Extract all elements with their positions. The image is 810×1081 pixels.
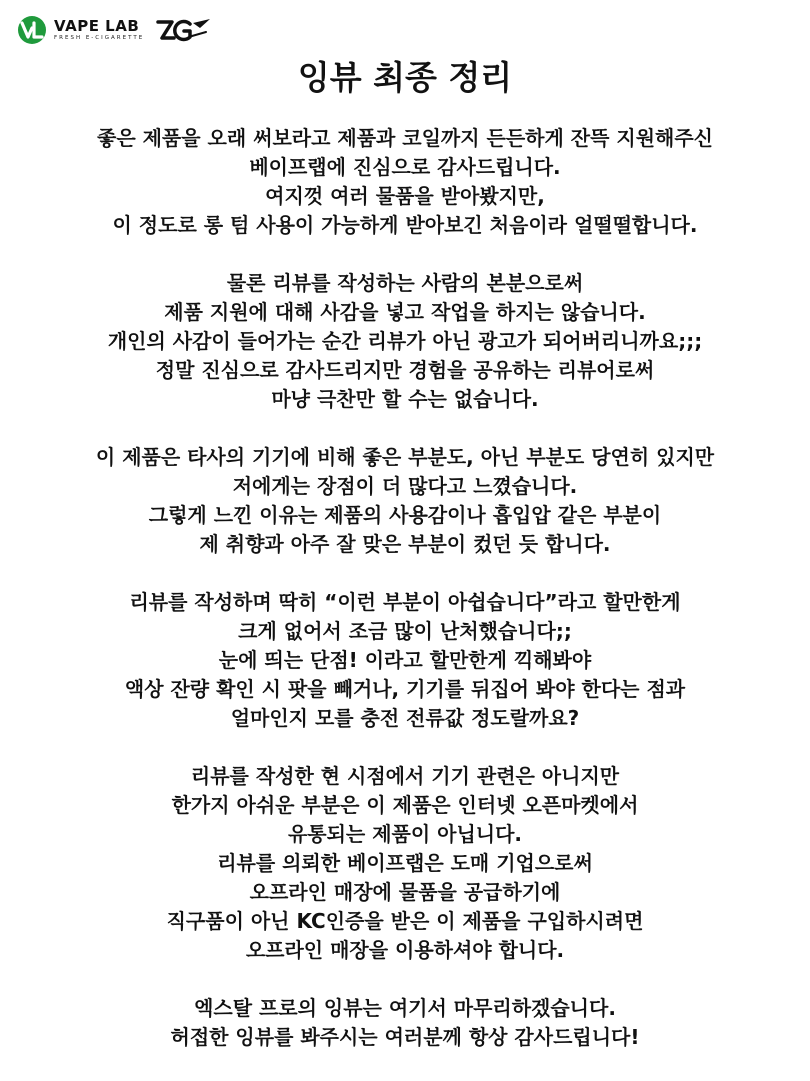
text-line: 크게 없어서 조금 많이 난처했습니다;;	[238, 619, 572, 643]
review-content	[20, 124, 790, 1081]
text-line: 오프라인 매장에 물품을 공급하기에	[249, 880, 561, 904]
text-line: 오프라인 매장을 이용하셔야 합니다.	[245, 938, 565, 962]
paragraph-1	[20, 124, 790, 240]
text-line: 눈에 띄는 단점! 이라고 할만한게 끽해봐야	[218, 648, 592, 672]
text-line: 유통되는 제품이 아닙니다.	[287, 822, 523, 846]
text-line: 직구품이 아닌 KC인증을 받은 이 제품을 구입하시려면	[166, 909, 644, 933]
text-line: 리뷰를 작성한 현 시점에서 기기 관련은 아니지만	[190, 764, 620, 788]
text-line: 이 정도로 롱 텀 사용이 가능하게 받아보긴 처음이라 얼떨떨합니다.	[112, 213, 698, 237]
text-line: 액상 잔량 확인 시 팟을 빼거나, 기기를 뒤집어 봐야 한다는 점과	[124, 677, 686, 701]
paragraph-5	[20, 762, 790, 965]
zg-logo-icon	[156, 14, 212, 46]
text-line: 허접한 잉뷰를 봐주시는 여러분께 항상 감사드립니다!	[170, 1025, 640, 1049]
text-line: 얼마인지 모를 충전 전류값 정도랄까요?	[230, 706, 580, 730]
text-line: 정말 진심으로 감사드리지만 경험을 공유하는 리뷰어로써	[155, 358, 655, 382]
vape-lab-logo	[16, 14, 144, 46]
brand-tagline: FRESH E-CIGARETTE	[54, 34, 145, 41]
text-line: 베이프랩에 진심으로 감사드립니다.	[249, 155, 561, 179]
vape-lab-mark-icon	[16, 14, 48, 46]
text-line: 물론 리뷰를 작성하는 사람의 본분으로써	[226, 271, 584, 295]
page-title: 잉뷰 최종 정리	[297, 58, 513, 97]
text-line: 리뷰를 의뢰한 베이프랩은 도매 기업으로써	[217, 851, 593, 875]
text-line: 마냥 극찬만 할 수는 없습니다.	[271, 387, 539, 411]
paragraph-2	[20, 269, 790, 414]
text-line: 개인의 사감이 들어가는 순간 리뷰가 아닌 광고가 되어버리니까요;;;	[107, 329, 703, 353]
text-line: 그렇게 느낀 이유는 제품의 사용감이나 흡입압 같은 부분이	[148, 503, 662, 527]
text-line: 이 제품은 타사의 기기에 비해 좋은 부분도, 아닌 부분도 당연히 있지만	[95, 445, 715, 469]
paragraph-3	[20, 443, 790, 559]
text-line: 제품 지원에 대해 사감을 넣고 작업을 하지는 않습니다.	[164, 300, 646, 324]
header	[16, 12, 212, 48]
text-line: 좋은 제품을 오래 써보라고 제품과 코일까지 든든하게 잔뜩 지원해주신	[97, 126, 713, 150]
paragraph-6	[20, 994, 790, 1052]
brand-name: VAPE LAB	[54, 16, 140, 35]
text-line: 제 취향과 아주 잘 맞은 부분이 컸던 듯 합니다.	[199, 532, 611, 556]
text-line: 여지껏 여러 물품을 받아봤지만,	[265, 184, 545, 208]
text-line: 리뷰를 작성하며 딱히 “이런 부분이 아쉽습니다”라고 할만한게	[129, 590, 681, 614]
brand-text	[54, 16, 145, 42]
paragraph-4	[20, 588, 790, 733]
text-line: 저에게는 장점이 더 많다고 느꼈습니다.	[232, 474, 578, 498]
text-line: 엑스탈 프로의 잉뷰는 여기서 마무리하겠습니다.	[194, 996, 616, 1020]
text-line: 한가지 아쉬운 부분은 이 제품은 인터넷 오픈마켓에서	[171, 793, 639, 817]
